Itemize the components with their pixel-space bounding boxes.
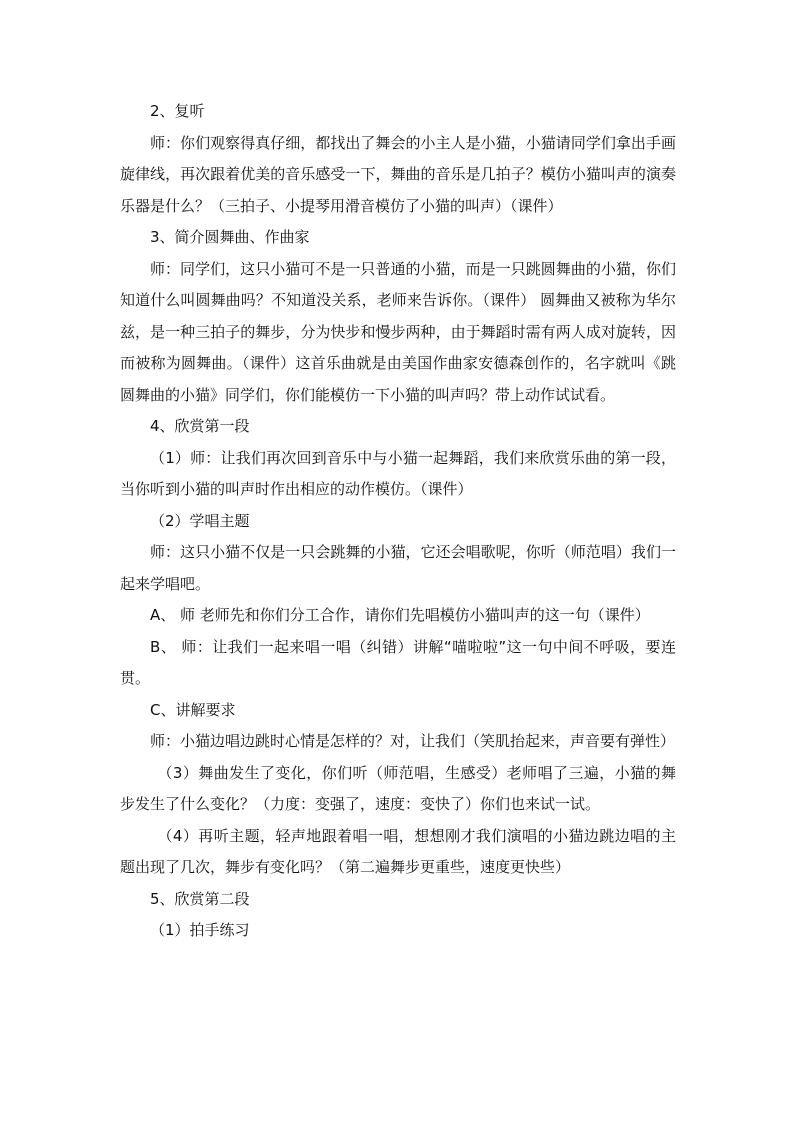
section-heading-part-two: 5、欣赏第二段 (150, 889, 250, 908)
paragraph-sing-theme: 师：这只小猫不仅是一只会跳舞的小猫，它还会唱歌呢，你听（师范唱）我们一起来学唱吧。 (120, 543, 676, 593)
paragraph-step-a: A、 师 老师先和你们分工合作，请你们先唱模仿小猫叫声的这一句（课件） (150, 606, 650, 624)
section-heading-review: 2、复听 (150, 102, 205, 120)
paragraph-part-two-step-1: （1）拍手练习 (150, 921, 250, 939)
paragraph-mood-question: 师：小猫边唱边跳时心情是怎样的？对，让我们（笑肌抬起来，声音要有弹性） (150, 732, 676, 750)
paragraph-part-one-step-3: （3）舞曲发生了变化，你们听（师范唱，生感受）老师唱了三遍，小猫的舞步发生了什么变化？（力度：变强了，速度：变快了）你们也来试一试。 (120, 763, 676, 813)
paragraph-step-c: C、讲解要求 (150, 700, 236, 719)
paragraph-review-teacher: 师：你们观察得真仔细，都找出了舞会的小主人是小猫，小猫请同学们拿出手画旋律线，再次跟着优美的音乐感受一下，舞曲的音乐是几拍子？模仿小猫叫声的演奏乐器是什么？（三拍子、小提琴用滑音模仿了小猫的叫声）（课件） (120, 133, 676, 215)
document-body (120, 96, 676, 947)
section-heading-part-one: 4、欣赏第一段 (150, 417, 250, 435)
paragraph-step-b: B、 师：让我们一起来唱一唱（纠错）讲解“喵啦啦”这一句中间不呼吸，要连贯。 (120, 637, 676, 687)
paragraph-part-one-step-2: （2）学唱主题 (150, 511, 250, 530)
paragraph-part-one-step-1: （1）师：让我们再次回到音乐中与小猫一起舞蹈，我们来欣赏乐曲的第一段，当你听到小猫的叫声时作出相应的动作模仿。（课件） (120, 448, 676, 498)
paragraph-waltz-intro: 师：同学们，这只小猫可不是一只普通的小猫，而是一只跳圆舞曲的小猫，你们知道什么叫圆舞曲吗？不知道没关系，老师来告诉你。（课件） 圆舞曲又被称为华尔兹，是一种三拍子的舞步，分为快步和慢步两种，由于舞蹈时需有两人成对旋转，因而被称为圆舞曲。（课件）这首乐曲就是由美国作曲家安德森创作的，名字就叫《跳圆舞曲的小猫》同学们，你们能模仿一下小猫的叫声吗？带上动作试试看。 (120, 259, 676, 404)
section-heading-waltz-intro: 3、简介圆舞曲、作曲家 (150, 228, 310, 246)
paragraph-part-one-step-4: （4）再听主题，轻声地跟着唱一唱，想想刚才我们演唱的小猫边跳边唱的主题出现了几次，舞步有变化吗？（第二遍舞步更重些，速度更快些） (120, 826, 676, 876)
